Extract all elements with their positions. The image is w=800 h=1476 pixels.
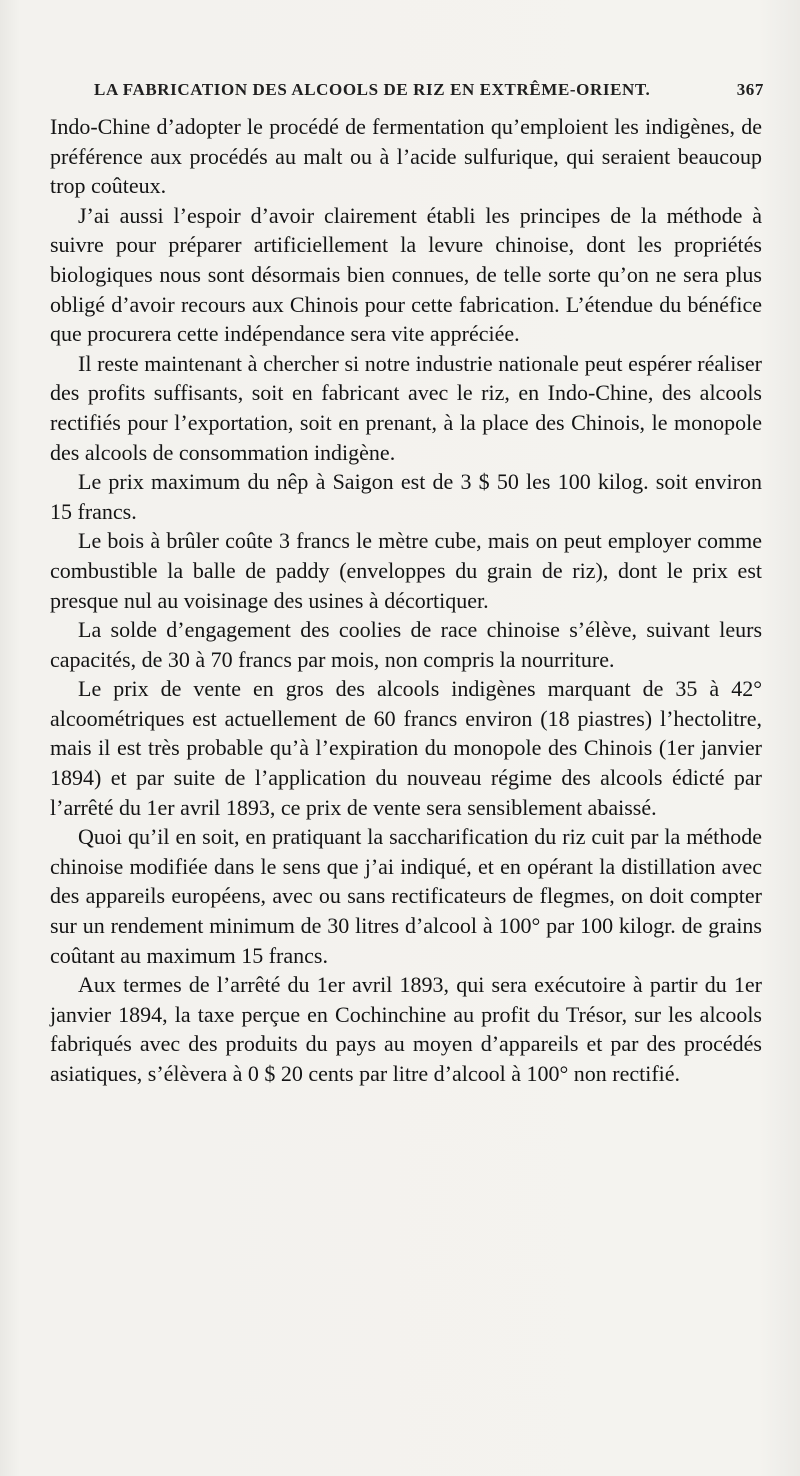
page-number: 367: [736, 80, 764, 99]
running-title: LA FABRICATION DES ALCOOLS DE RIZ EN EXTRÊME-ORIENT.: [94, 80, 651, 99]
paragraph: Il reste maintenant à chercher si notre industrie nationale peut espérer réaliser des profits suffisants, soit en fabricant avec le riz, en Indo-Chine, des alcools rectifiés pour l’exportation, soit en prenant, à la place des Chinois, le monopole des alcools de consommation indigène.: [50, 350, 762, 465]
paragraph: Aux termes de l’arrêté du 1er avril 1893, qui sera exécutoire à partir du 1er janvier 1894, la taxe perçue en Cochinchine au profit du Trésor, sur les alcools fabriqués avec des produits du pays au moyen d’appareils et par des procédés asiatiques, s’élèvera à 0 $ 20 cents par litre d’alcool à 100° non rectifié.: [50, 972, 762, 1086]
page-header: [94, 80, 764, 110]
body-text: [50, 112, 762, 1089]
paragraph: J’ai aussi l’espoir d’avoir clairement établi les principes de la méthode à suivre pour préparer artificiellement la levure chinoise, dont les propriétés biologiques nous sont désormais bien connues, de telle sorte qu’on ne sera plus obligé d’avoir recours aux Chinois pour cette fabrication. L’étendue du bénéfice que procurera cette indépendance sera vite appréciée.: [50, 202, 762, 347]
paragraph: Le prix de vente en gros des alcools indigènes marquant de 35 à 42° alcoométriques est actuellement de 60 francs environ (18 piastres) l’hectolitre, mais il est très probable qu’à l’expiration du monopole des Chinois (1er janvier 1894) et par suite de l’application du nouveau régime des alcools édicté par l’arrêté du 1er avril 1893, ce prix de vente sera sensiblement abaissé.: [50, 676, 762, 820]
paragraph: Indo-Chine d’adopter le procédé de fermentation qu’emploient les indigènes, de préférence aux procédés au malt ou à l’acide sulfurique, qui seraient beaucoup trop coûteux.: [50, 114, 762, 199]
paragraph: La solde d’engagement des coolies de race chinoise s’élève, suivant leurs capacités, de 30 à 70 francs par mois, non compris la nourriture.: [50, 617, 762, 672]
paragraph: Le prix maximum du nêp à Saigon est de 3 $ 50 les 100 kilog. soit environ 15 francs.: [50, 469, 762, 524]
paragraph: Le bois à brûler coûte 3 francs le mètre cube, mais on peut employer comme combustible la balle de paddy (enveloppes du grain de riz), dont le prix est presque nul au voisinage des usines à décortiquer.: [50, 528, 762, 613]
paragraph: Quoi qu’il en soit, en pratiquant la saccharification du riz cuit par la méthode chinoise modifiée dans le sens que j’ai indiqué, et en opérant la distillation avec des appareils européens, avec ou sans rectificateurs de flegmes, on doit compter sur un rendement minimum de 30 litres d’alcool à 100° par 100 kilogr. de grains coûtant au maximum 15 francs.: [50, 824, 762, 968]
